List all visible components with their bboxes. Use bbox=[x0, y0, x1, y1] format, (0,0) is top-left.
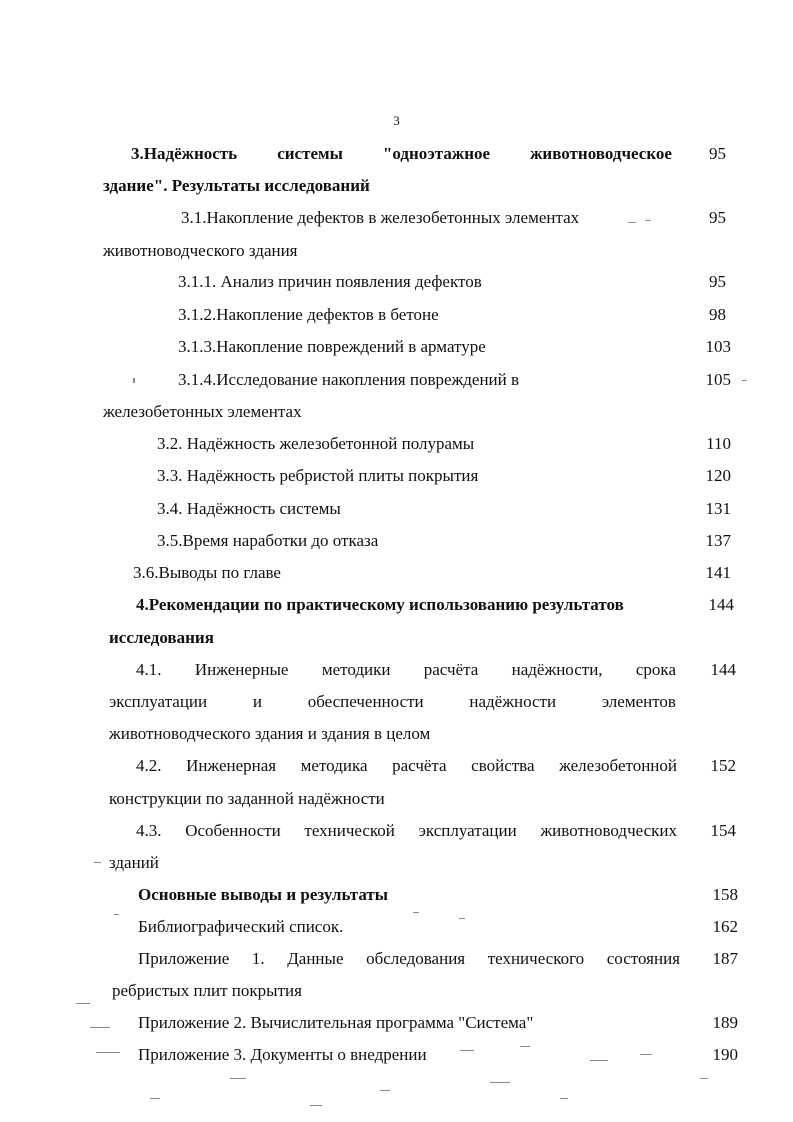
toc-page-appendix1: 187 bbox=[712, 949, 738, 968]
scan-speck bbox=[560, 1098, 568, 1099]
scan-speck bbox=[380, 1090, 390, 1091]
toc-word: 3.Надёжность bbox=[131, 144, 238, 163]
toc-page-appendix3: 190 bbox=[712, 1045, 738, 1064]
scan-speck bbox=[700, 1078, 708, 1079]
toc-word: Инженерная bbox=[186, 756, 277, 775]
toc-word: технического bbox=[487, 949, 585, 968]
toc-word: надёжности, bbox=[511, 660, 603, 679]
toc-entry-3-1-1: 3.1.1. Анализ причин появления дефектов bbox=[178, 272, 482, 291]
toc-word: и bbox=[252, 692, 262, 711]
toc-entry-4-2-line1 bbox=[136, 755, 677, 777]
page-number: 3 bbox=[393, 113, 400, 128]
toc-entry-4-3-line1 bbox=[136, 820, 677, 842]
toc-word: расчёта bbox=[423, 660, 479, 679]
scan-speck bbox=[645, 220, 651, 221]
scan-speck bbox=[520, 1046, 530, 1047]
toc-word: Особенности bbox=[185, 821, 281, 840]
toc-word: эксплуатации bbox=[109, 692, 208, 711]
toc-entry-appendix3: Приложение 3. Документы о внедрении bbox=[138, 1045, 427, 1064]
toc-word: методика bbox=[300, 756, 368, 775]
toc-entry-3-1-line1: 3.1.Накопление дефектов в железобетонных элементах bbox=[181, 208, 580, 227]
toc-entry-chapter3-line2: здание". Результаты исследований bbox=[103, 176, 370, 195]
toc-page-4-3: 154 bbox=[710, 821, 736, 840]
scan-speck bbox=[94, 862, 101, 863]
scan-speck bbox=[628, 222, 636, 223]
toc-entry-chapter4-line1: 4.Рекомендации по практическому использованию результатов bbox=[136, 595, 624, 614]
toc-entry-appendix1-line2: ребристых плит покрытия bbox=[112, 981, 302, 1000]
scan-speck bbox=[114, 914, 119, 915]
toc-page-chapter3: 95 bbox=[709, 144, 726, 163]
toc-page-3-5: 137 bbox=[705, 531, 731, 550]
toc-word: 1. bbox=[251, 949, 265, 968]
scan-speck bbox=[96, 1052, 120, 1053]
scan-speck bbox=[640, 1054, 652, 1055]
toc-entry-3-4: 3.4. Надёжность системы bbox=[157, 499, 341, 518]
scan-speck bbox=[76, 1003, 90, 1004]
toc-page-3-3: 120 bbox=[705, 466, 731, 485]
toc-word: методики bbox=[321, 660, 391, 679]
toc-page-bibliography: 162 bbox=[712, 917, 738, 936]
toc-word: надёжности bbox=[469, 692, 557, 711]
toc-entry-3-1-2: 3.1.2.Накопление дефектов в бетоне bbox=[178, 305, 439, 324]
scan-speck bbox=[230, 1078, 246, 1079]
toc-entry-4-1-line2 bbox=[109, 691, 676, 713]
toc-word: Инженерные bbox=[194, 660, 289, 679]
toc-page-chapter4: 144 bbox=[708, 595, 734, 614]
toc-word: Данные bbox=[287, 949, 344, 968]
toc-entry-4-3-line2: зданий bbox=[109, 853, 159, 872]
toc-word: 4.3. bbox=[136, 821, 162, 840]
toc-word: технической bbox=[304, 821, 395, 840]
toc-entry-3-2: 3.2. Надёжность железобетонной полурамы bbox=[157, 434, 475, 453]
toc-page-3-1-1: 95 bbox=[709, 272, 726, 291]
toc-page-3-1: 95 bbox=[709, 208, 726, 227]
scan-speck bbox=[460, 1050, 474, 1051]
scan-speck bbox=[413, 912, 419, 913]
scan-speck bbox=[742, 380, 747, 381]
toc-entry-3-6: 3.6.Выводы по главе bbox=[133, 563, 281, 582]
toc-word: животноводческое bbox=[530, 144, 672, 163]
toc-word: срока bbox=[635, 660, 676, 679]
toc-word: элементов bbox=[601, 692, 676, 711]
scan-speck bbox=[459, 918, 465, 919]
toc-word: обеспеченности bbox=[307, 692, 424, 711]
scan-speck bbox=[490, 1082, 510, 1083]
toc-entry-3-1-line2: животноводческого здания bbox=[103, 241, 298, 260]
toc-word: свойства bbox=[471, 756, 535, 775]
toc-entry-3-5: 3.5.Время наработки до отказа bbox=[157, 531, 379, 550]
toc-entry-4-1-line3: животноводческого здания и здания в целом bbox=[109, 724, 431, 743]
toc-entry-4-1-line1 bbox=[136, 659, 676, 681]
scan-speck bbox=[90, 1027, 110, 1028]
toc-entry-3-1-3: 3.1.3.Накопление повреждений в арматуре bbox=[178, 337, 486, 356]
toc-page-4-1: 144 bbox=[710, 660, 736, 679]
toc-word: обследования bbox=[366, 949, 466, 968]
toc-entry-chapter3-line1 bbox=[131, 143, 672, 165]
toc-entry-3-3: 3.3. Надёжность ребристой плиты покрытия bbox=[157, 466, 479, 485]
scan-speck bbox=[590, 1060, 608, 1061]
toc-page-conclusions: 158 bbox=[712, 885, 738, 904]
toc-word: 4.1. bbox=[136, 660, 162, 679]
toc-page-3-4: 131 bbox=[705, 499, 731, 518]
toc-entry-chapter4-line2: исследования bbox=[109, 628, 214, 647]
toc-page-4-2: 152 bbox=[710, 756, 736, 775]
toc-page-3-1-2: 98 bbox=[709, 305, 726, 324]
toc-page-3-1-3: 103 bbox=[705, 337, 731, 356]
toc-word: животноводческих bbox=[540, 821, 677, 840]
toc-entry-bibliography: Библиографический список. bbox=[138, 917, 344, 936]
toc-word: 4.2. bbox=[136, 756, 162, 775]
toc-entry-4-2-line2: конструкции по заданной надёжности bbox=[109, 789, 385, 808]
toc-entry-3-1-4-line2: железобетонных элементах bbox=[103, 402, 302, 421]
scan-speck bbox=[133, 378, 135, 383]
scan-speck bbox=[150, 1098, 160, 1099]
toc-entry-3-1-4-line1: 3.1.4.Исследование накопления повреждений в bbox=[178, 370, 520, 389]
toc-page-3-1-4: 105 bbox=[705, 370, 731, 389]
toc-entry-appendix2: Приложение 2. Вычислительная программа "Система" bbox=[138, 1013, 534, 1032]
scan-speck bbox=[310, 1105, 322, 1106]
toc-page-3-6: 141 bbox=[705, 563, 731, 582]
toc-entry-appendix1-line1 bbox=[138, 948, 680, 970]
toc-word: Приложение bbox=[138, 949, 230, 968]
toc-entry-conclusions: Основные выводы и результаты bbox=[138, 885, 389, 904]
toc-word: расчёта bbox=[392, 756, 447, 775]
toc-word: эксплуатации bbox=[418, 821, 517, 840]
toc-page-3-2: 110 bbox=[706, 434, 731, 453]
toc-word: железобетонной bbox=[559, 756, 677, 775]
toc-word: системы bbox=[277, 144, 343, 163]
toc-page-appendix2: 189 bbox=[712, 1013, 738, 1032]
toc-word: "одноэтажное bbox=[382, 144, 491, 163]
toc-word: состояния bbox=[606, 949, 680, 968]
